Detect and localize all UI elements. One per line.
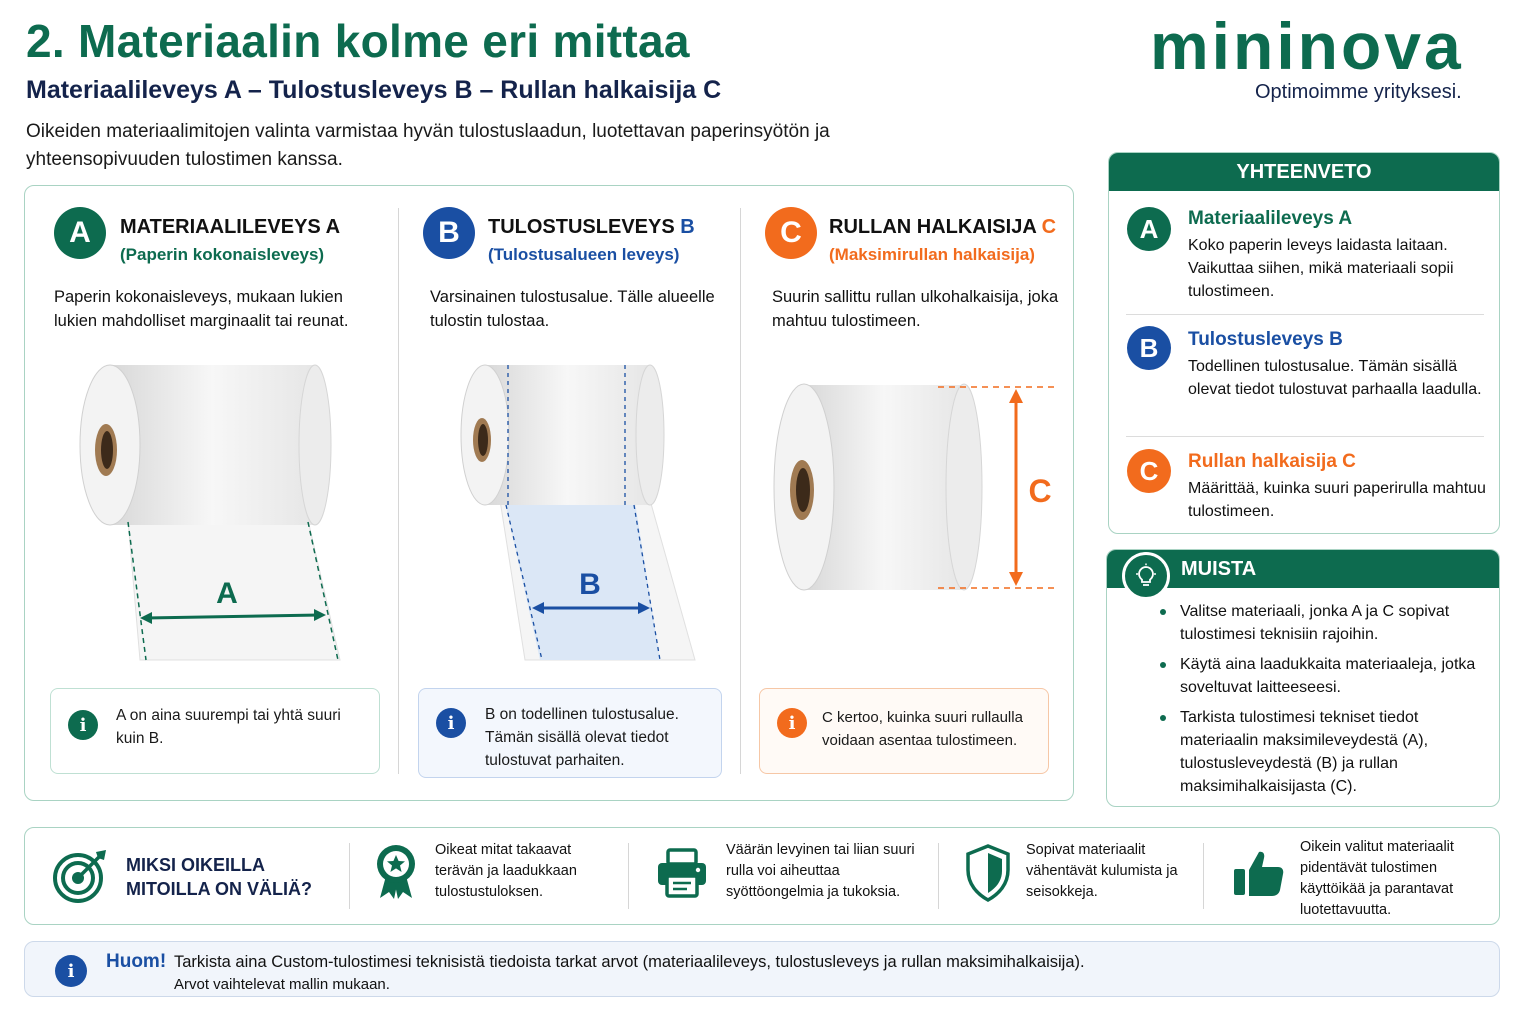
summary-badge-a: A [1127, 207, 1171, 251]
brand-tagline: Optimoimme yrityksesi. [1255, 81, 1462, 103]
why-item-feeding: Väärän levyinen tai liian suuri rulla voi aiheuttaa syöttöongelmia ja tukoksia. [726, 842, 915, 900]
summary-title-b: Tulostusleveys B [1188, 329, 1343, 350]
why-divider [1203, 843, 1204, 909]
info-text-a: A on aina suurempi tai yhtä suuri kuin B. [116, 707, 341, 747]
brand-logo: mininova [1150, 9, 1464, 83]
why-item-lifetime: Oikein valitut materiaalit pidentävät tulostimen käyttöikää ja parantavat luotettavuutta. [1300, 839, 1454, 918]
column-c-subtitle: (Maksimirullan halkaisija) [829, 245, 1035, 264]
note-line-1: Tarkista aina Custom-tulostimesi teknisistä tiedoista tarkat arvot (materiaalileveys, tulostusleveys ja rullan maksimihalkaisija). [174, 953, 1085, 971]
page-title: 2. Materiaalin kolme eri mittaa [26, 15, 690, 67]
column-a-subtitle: (Paperin kokonaisleveys) [120, 245, 325, 264]
column-divider [740, 208, 741, 774]
summary-text-c: Määrittää, kuinka suuri paperirulla mahtuu tulostimeen. [1188, 480, 1486, 520]
page-subtitle: Materiaalileveys A – Tulostusleveys B – Rullan halkaisija C [26, 76, 722, 104]
remember-heading: MUISTA [1107, 550, 1499, 588]
column-b-description: Varsinainen tulostusalue. Tälle alueelle tulostin tulostaa. [430, 288, 715, 330]
why-item-wear: Sopivat materiaalit vähentävät kulumista ja seisokkeja. [1026, 842, 1178, 900]
summary-text-b: Todellinen tulostusalue. Tämän sisällä olevat tiedot tulostuvat parhaalla laadulla. [1188, 358, 1482, 398]
note-line-2: Arvot vaihtelevat mallin mukaan. [174, 976, 390, 993]
badge-a: A [54, 207, 106, 259]
figure-label-c: C [1028, 473, 1052, 509]
info-text-c: C kertoo, kuinka suuri rullaulla voidaan asentaa tulostimeen. [822, 709, 1023, 749]
info-text-b: B on todellinen tulostusalue. Tämän sisällä olevat tiedot tulostuvat parhaiten. [485, 706, 679, 769]
column-c-title [829, 216, 1056, 239]
info-icon: i [68, 710, 98, 740]
info-icon: i [777, 708, 807, 738]
award-icon [372, 842, 420, 900]
summary-heading: YHTEENVETO [1109, 153, 1499, 191]
summary-separator [1126, 436, 1484, 437]
badge-b: B [423, 207, 475, 259]
summary-separator [1126, 314, 1484, 315]
remember-item: Tarkista tulostimesi tekniset tiedot materiaalin maksimileveydestä (A), tulostusleveydestä (B) ja rullan maksimihalkaisijasta (C). [1154, 706, 1484, 798]
printer-icon [655, 848, 709, 898]
summary-badge-c: C [1127, 449, 1171, 493]
column-a-title: MATERIAALILEVEYS A [120, 216, 341, 238]
figure-label-a: A [216, 577, 238, 610]
thumbs-up-icon [1232, 848, 1286, 898]
summary-title-c: Rullan halkaisija C [1188, 451, 1356, 472]
badge-c: C [765, 207, 817, 259]
why-divider [349, 843, 350, 909]
remember-item: Valitse materiaali, jonka A ja C sopivat tulostimesi teknisiin rajoihin. [1154, 600, 1484, 646]
intro-text: Oikeiden materiaalimitojen valinta varmistaa hyvän tulostuslaadun, luotettavan paperinsyötön ja yhteensopivuuden tulostimen kanssa. [26, 121, 830, 170]
remember-item: Käytä aina laadukkaita materiaaleja, jotka soveltuvat laitteeseesi. [1154, 653, 1484, 699]
column-a-description: Paperin kokonaisleveys, mukaan lukien lukien mahdolliset marginaalit tai reunat. [54, 288, 349, 330]
summary-title-a: Materiaalileveys A [1188, 208, 1353, 229]
column-c-title-text: RULLAN HALKAISIJA [829, 216, 1037, 238]
roll-figure-a [70, 350, 390, 670]
column-divider [398, 208, 399, 774]
summary-text-a: Koko paperin leveys laidasta laitaan. Vaikuttaa siihen, mikä materiaali sopii tulostimeen. [1188, 237, 1454, 300]
remember-list [1154, 600, 1484, 805]
why-divider [938, 843, 939, 909]
target-icon [52, 848, 108, 904]
figure-label-b: B [579, 568, 601, 601]
lightbulb-icon [1122, 552, 1170, 600]
shield-check-icon [964, 844, 1012, 902]
column-b-subtitle: (Tulostusalueen leveys) [488, 245, 680, 264]
info-icon: i [436, 708, 466, 738]
note-info-icon: i [55, 955, 87, 987]
summary-badge-b: B [1127, 326, 1171, 370]
column-c-description: Suurin sallittu rullan ulkohalkaisija, joka mahtuu tulostimeen. [772, 288, 1059, 330]
column-b-title-letter: B [680, 216, 695, 238]
why-item-quality: Oikeat mitat takaavat terävän ja laadukkaan tulostustuloksen. [435, 842, 577, 900]
why-title: MIKSI OIKEILLA MITOILLA ON VÄLIÄ? [126, 855, 312, 899]
column-b-title-text: TULOSTUSLEVEYS [488, 216, 675, 238]
column-b-title [488, 216, 695, 239]
note-label: Huom! [106, 951, 167, 972]
roll-figure-c [768, 375, 1063, 610]
roll-figure-b [440, 350, 730, 670]
why-divider [628, 843, 629, 909]
column-c-title-letter: C [1041, 216, 1057, 238]
